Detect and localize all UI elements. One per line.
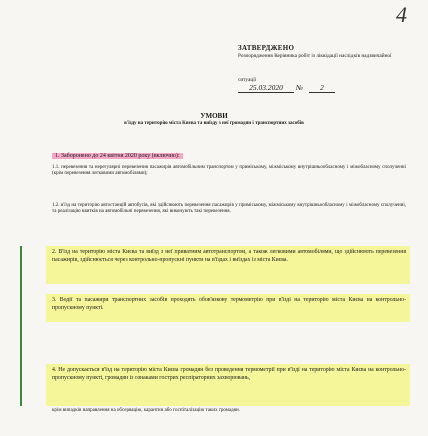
margin-marker-line (20, 246, 22, 406)
paragraph-1-1: 1.1. перевезення та нерегулярні перевезення пасажирів автомобільним транспортом у приміському, міжміському внутрішньообласному і міжобласному сполученні (крім перевезення легковими автомобілями); (52, 165, 406, 177)
paragraph-4: 4. Не допускається в'їзд на територію міста Києва громадян без проведення термометрії при в'їзді на територію міста Києва на контрольно-пропускному пункті, громадян із ознаками гострих респіраторних захворювань, (52, 367, 406, 382)
document-subtitle: в'їзду на територію міста Києва та виїзду з неї громадян і транспортних засобів (124, 121, 304, 126)
document-title: УМОВИ (200, 112, 228, 120)
paragraph-2: 2. В'їзд на територію міста Києва та виїзд з неї приватним автотранспортом, а також легковими автомобілями, що здійснюють перевезення пасажирів, здійснюється через контрольно-пропускні пункти на в'їздах і виїздах із міста Києва. (52, 249, 406, 264)
approval-date-block (238, 83, 335, 93)
approval-signed: ситуації (238, 77, 257, 83)
paragraph-3: 3. Водії та пасажири транспортних засобів проходять обов'язкову термометрію при в'їзді на територію міста Києва на контрольно-пропускному пункті. (52, 297, 406, 312)
page-number: 4 (396, 2, 407, 27)
approval-date: 25.03.2020 (238, 83, 294, 93)
item-1 (52, 153, 183, 159)
item-1-text: 1. Заборонено до 24 квітня 2020 року (включно): (52, 153, 183, 159)
approval-number-prefix: № (295, 83, 303, 92)
approval-number: 2 (309, 83, 335, 93)
paragraph-4-continued: крім випадків направлення на обсервацію, карантин або госпіталізацію таких громадян. (52, 408, 240, 413)
approval-heading: ЗАТВЕРДЖЕНО (238, 44, 295, 52)
paragraph-1-2: 1.2. в'їзд на територію автостанцій автобусів, які здійснюють перевезення пасажирів у приміському, міжміському внутрішньообласному і міжобласному сполученні, та реалізацію квитків на автомобільні перевезення, які виконують такі перевезення. (52, 203, 406, 215)
approval-order-text: Розпорядження Керівника робіт із ліквідації наслідків надзвичайної (238, 53, 392, 59)
